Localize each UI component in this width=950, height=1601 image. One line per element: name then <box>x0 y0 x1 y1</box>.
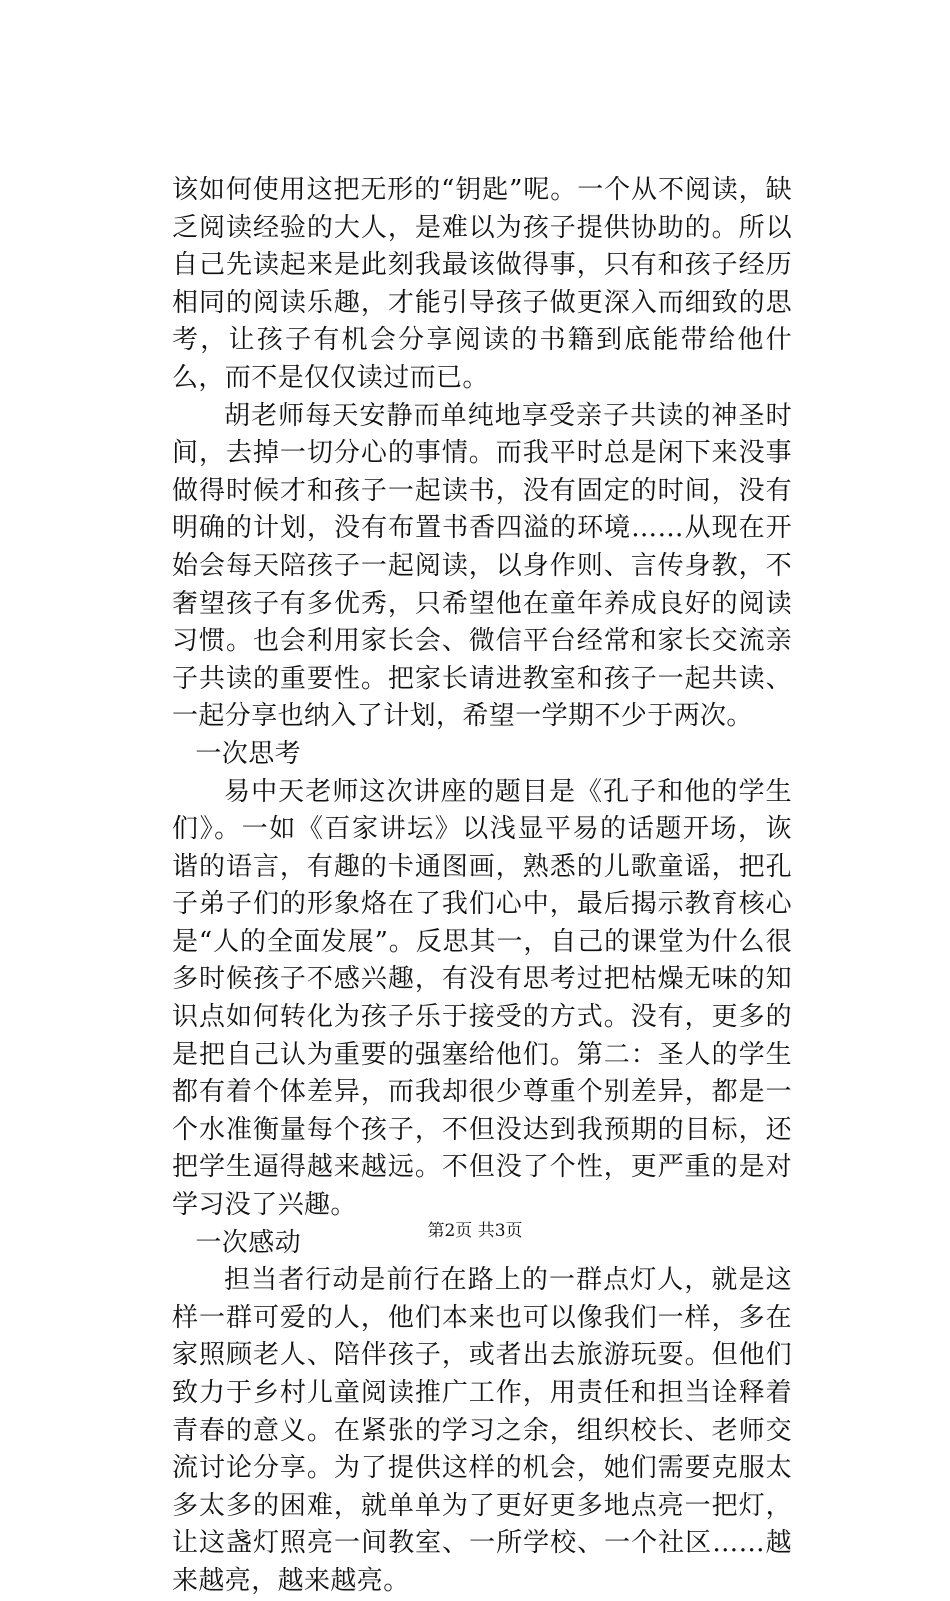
page-footer: 第2页 共3页 <box>427 1221 523 1241</box>
section-heading-touching: 一次感动 <box>195 1227 301 1258</box>
paragraph-parent-child-reading: 胡老师每天安静而单纯地享受亲子共读的神圣时间，去掉一切分心的事情。而我平时总是闲下来没事做得时候才和孩子一起读书，没有固定的时间，没有明确的计划，没有布置书香四溢的环境……从现在开始会每天陪孩子一起阅读，以身作则、言传身教，不奢望孩子有多优秀，只希望他在童年养成良好的阅读习惯。也会利用家长会、微信平台经常和家长交流亲子共读的重要性。把家长请进教室和孩子一起共读、一起分享也纳入了计划，希望一学期不少于两次。 <box>172 400 792 732</box>
paragraph-lamp-lighters: 担当者行动是前行在路上的一群点灯人，就是这样一群可爱的人，他们本来也可以像我们一样，多在家照顾老人、陪伴孩子，或者出去旅游玩耍。但他们致力于乡村儿童阅读推广工作，用责任和担当诠释着青春的意义。在紧张的学习之余，组织校长、老师交流讨论分享。为了提供这样的机会，她们需要克服太多太多的困难，就单单为了更好更多地点亮一把灯，让这盏灯照亮一间教室、一所学校、一个社区……越来越亮，越来越亮。 <box>172 1265 792 1596</box>
section-heading-thinking: 一次思考 <box>195 738 301 769</box>
paragraph-continuation: 该如何使用这把无形的“钥匙”呢。一个从不阅读，缺乏阅读经验的大人，是难以为孩子提供协助的。所以自己先读起来是此刻我最该做得事，只有和孩子经历相同的阅读乐趣，才能引导孩子做更深入而细致的思考，让孩子有机会分享阅读的书籍到底能带给他什么，而不是仅仅读过而已。 <box>172 175 792 393</box>
paragraph-confucius-lecture: 易中天老师这次讲座的题目是《孔子和他的学生们》。一如《百家讲坛》以浅显平易的话题开场，诙谐的语言，有趣的卡通图画，熟悉的儿歌童谣，把孔子弟子们的形象烙在了我们心中，最后揭示教育核心是“人的全面发展”。反思其一，自己的课堂为什么很多时候孩子不感兴趣，有没有思考过把枯燥无味的知识点如何转化为孩子乐于接受的方式。没有，更多的是把自己认为重要的强塞给他们。第二：圣人的学生都有着个体差异，而我却很少尊重个别差异，都是一个水准衡量每个孩子，不但没达到我预期的目标，还把学生逼得越来越远。不但没了个性，更严重的是对学习没了兴趣。 <box>172 776 792 1221</box>
document-body <box>172 172 792 1601</box>
